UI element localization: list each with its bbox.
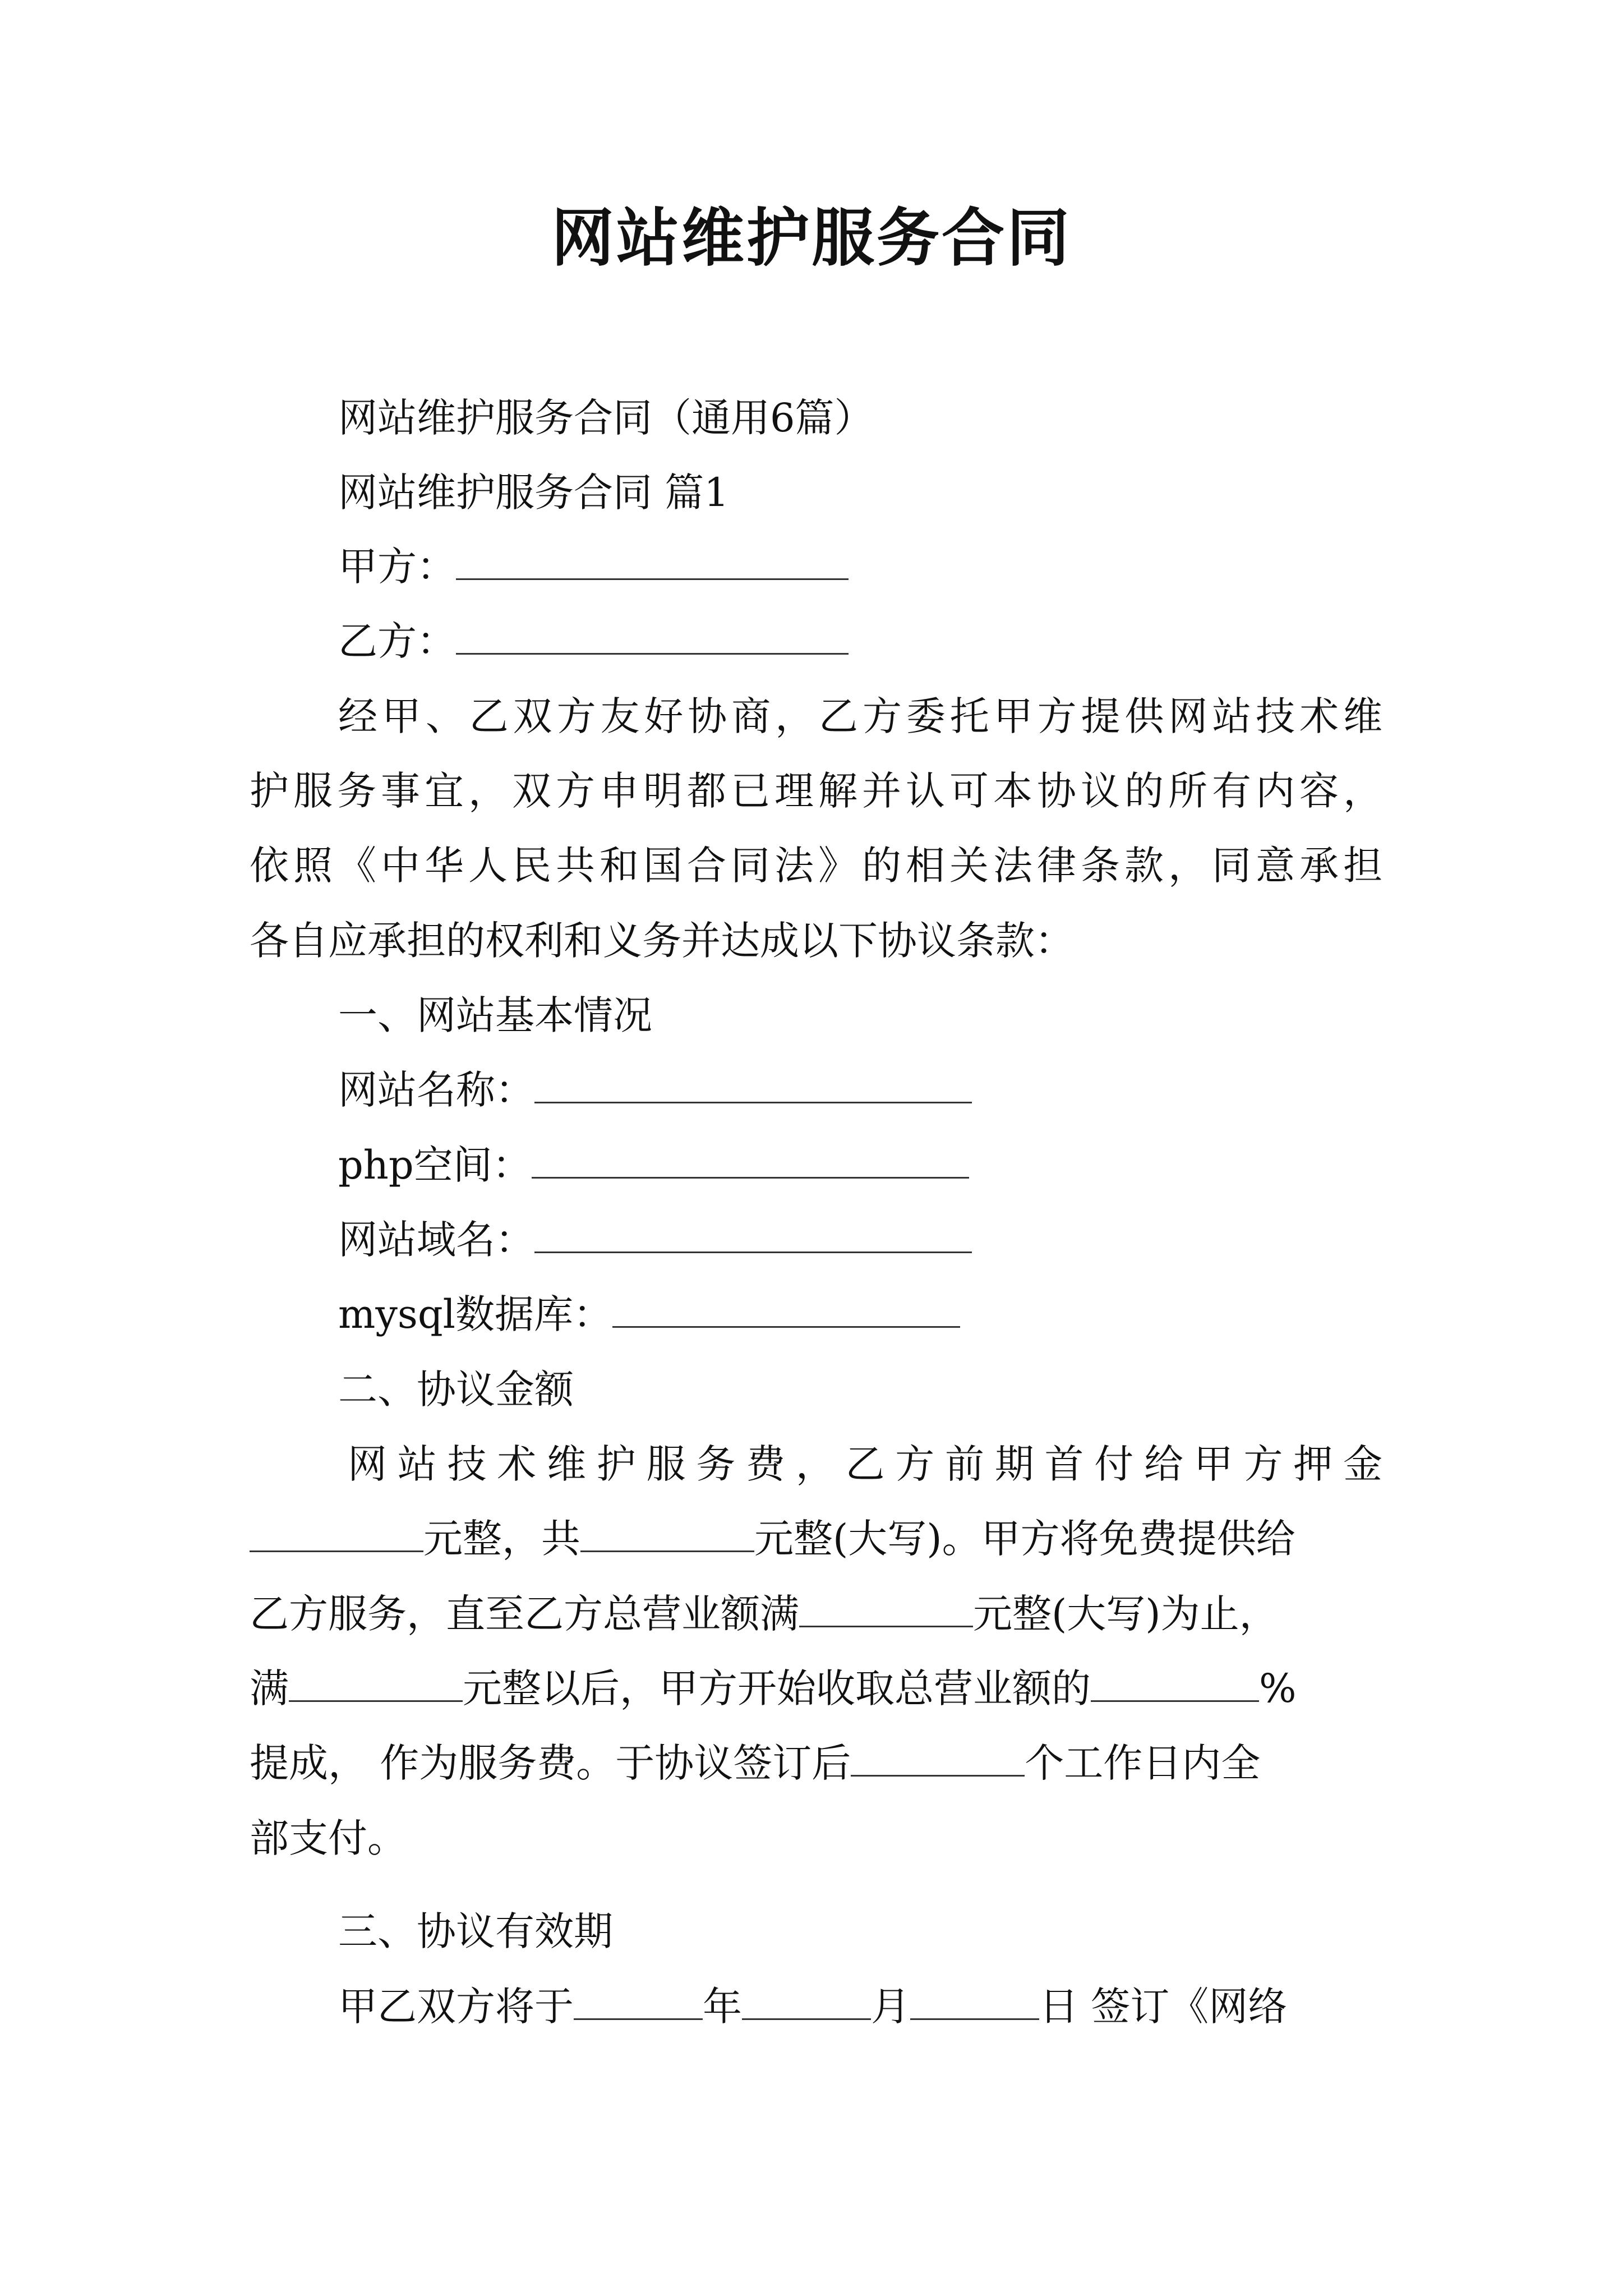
party-b-label: 乙方：	[338, 618, 456, 664]
domain-label: 网站域名：	[338, 1217, 534, 1263]
site-name-label: 网站名称：	[338, 1067, 534, 1113]
party-b-blank	[456, 618, 849, 655]
fee-line-4-text-b: 元整以后，甲方开始收取总营业额的	[463, 1665, 1091, 1711]
turnover-blank	[799, 1591, 973, 1627]
fee-line-3	[250, 1586, 1382, 1642]
party-a-line	[338, 539, 1471, 595]
document-title: 网站维护服务合同	[551, 201, 1072, 275]
site-name-blank	[534, 1067, 972, 1103]
fee-line-2-text-b: 元整(大写)。甲方将免费提供给	[754, 1516, 1295, 1562]
month-blank	[742, 1984, 871, 2020]
section-1-heading: 一、网站基本情况	[338, 992, 652, 1038]
domain-line	[338, 1212, 1471, 1268]
mysql-blank	[612, 1291, 960, 1328]
validity-text-d: 日 签订《网络	[1039, 1984, 1288, 2030]
validity-line-1	[338, 1978, 1471, 2035]
percent-sign: %	[1259, 1665, 1297, 1711]
section-3-heading: 三、协议有效期	[338, 1908, 613, 1954]
month-label: 月	[871, 1984, 910, 2030]
deposit-blank	[250, 1516, 423, 1552]
section-2-heading: 二、协议金额	[338, 1366, 574, 1412]
workdays-blank	[851, 1740, 1025, 1777]
validity-text-a: 甲乙双方将于	[338, 1984, 574, 2030]
day-blank	[910, 1984, 1039, 2020]
party-b-line	[338, 613, 1471, 669]
intro-line-1: 经甲、乙双方友好协商，乙方委托甲方提供网站技术维	[338, 693, 1382, 739]
fee-line-4-text-a: 满	[250, 1665, 289, 1711]
party-a-label: 甲方：	[338, 544, 456, 590]
fee-line-6: 部支付。	[250, 1815, 407, 1861]
mysql-label: mysql数据库：	[338, 1291, 613, 1337]
php-space-line	[338, 1137, 1471, 1193]
deposit-capital-blank	[580, 1516, 754, 1552]
fee-line-5-text-b: 个工作日内全	[1025, 1740, 1261, 1786]
part-heading: 网站维护服务合同 篇1	[338, 470, 729, 516]
fee-line-2	[250, 1511, 1382, 1567]
intro-line-3: 依照《中华人民共和国合同法》的相关法律条款，同意承担	[250, 843, 1382, 889]
intro-line-2: 护服务事宜，双方申明都已理解并认可本协议的所有内容，	[250, 768, 1382, 814]
intro-line-4: 各自应承担的权利和义务并达成以下协议条款：	[250, 918, 1074, 964]
fee-line-5-text-a: 提成， 作为服务费。于协议签订后	[250, 1740, 851, 1786]
year-blank	[574, 1984, 703, 2020]
fee-line-3-text-b: 元整(大写)为止，	[973, 1591, 1279, 1637]
domain-blank	[534, 1217, 972, 1253]
year-label: 年	[703, 1984, 742, 2030]
document-subtitle: 网站维护服务合同（通用6篇）	[338, 395, 874, 441]
mysql-line	[338, 1286, 1471, 1342]
fee-line-1: 网站技术维护服务费，乙方前期首付给甲方押金	[348, 1441, 1382, 1487]
fee-line-4	[250, 1660, 1382, 1717]
party-a-blank	[456, 544, 849, 580]
percent-blank	[1091, 1665, 1259, 1702]
fee-line-5	[250, 1735, 1382, 1791]
fee-line-3-text-a: 乙方服务，直至乙方总营业额满	[250, 1591, 799, 1637]
php-space-label: php空间：	[338, 1142, 532, 1188]
threshold-blank	[289, 1665, 463, 1702]
site-name-line	[338, 1062, 1471, 1118]
php-space-blank	[532, 1142, 969, 1179]
fee-line-2-text-a: 元整，共	[423, 1516, 580, 1562]
